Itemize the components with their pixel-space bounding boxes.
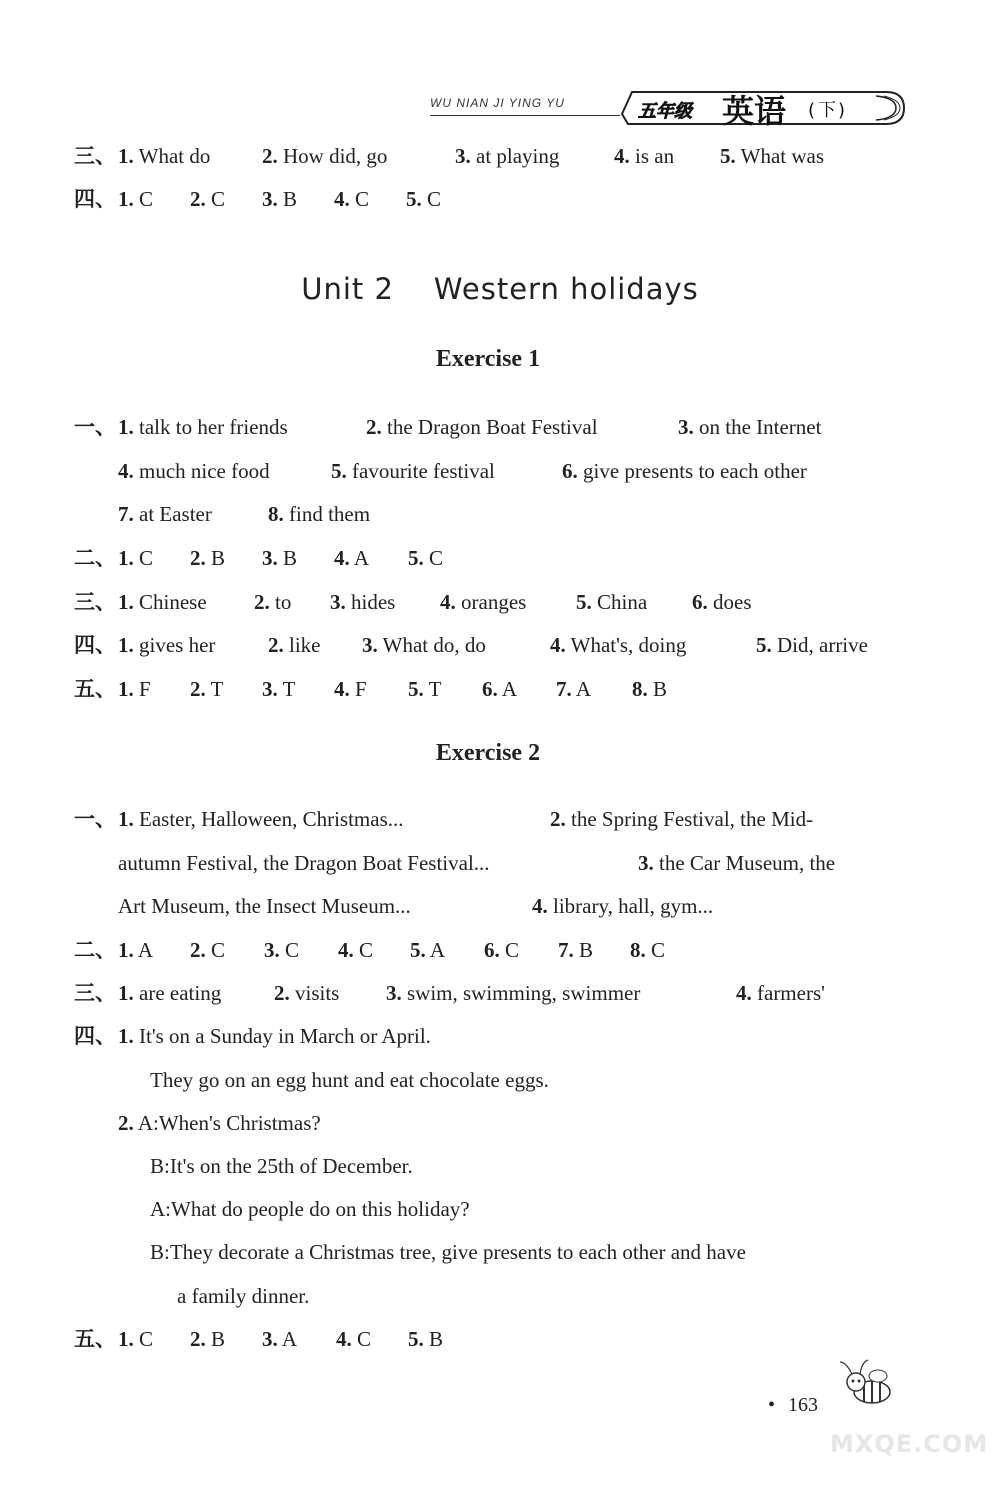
answer: talk to her friends (139, 415, 288, 439)
header-grade: 五年级 (638, 101, 692, 122)
item-num: 8. (630, 938, 646, 962)
answer: Art Museum, the Insect Museum... (118, 894, 411, 918)
item-num: 1. (118, 415, 134, 439)
answer: Chinese (139, 590, 207, 614)
item-num: 1. (118, 981, 134, 1005)
header-pinyin: WU NIAN JI YING YU (430, 96, 565, 110)
item-num: 3. (455, 144, 471, 168)
item-num: 1. (118, 1327, 134, 1351)
answer: A (353, 546, 370, 570)
item-num: 3. (262, 546, 278, 570)
item-num: 6. (692, 590, 708, 614)
answer: A:What do people do on this holiday? (150, 1197, 470, 1221)
answer: What do (138, 144, 211, 168)
item-num: 2. (274, 981, 290, 1005)
item-num: 2. (262, 144, 278, 168)
answer: is an (635, 144, 675, 168)
item-num: 5. (408, 546, 424, 570)
item-num: 1. (118, 546, 134, 570)
answer: C (505, 938, 520, 962)
answer: B (429, 1327, 444, 1351)
answer: A (575, 677, 592, 701)
answer: B:They decorate a Christmas tree, give presents to each other and have (150, 1240, 746, 1264)
item-num: 4. (532, 894, 548, 918)
answer: library, hall, gym... (553, 894, 714, 918)
section-label: 三、 (74, 980, 116, 1005)
answer: B (211, 546, 226, 570)
exercise-1-title: Exercise 1 (435, 346, 541, 372)
item-num: 6. (562, 459, 578, 483)
item-num: 4. (736, 981, 752, 1005)
item-num: 5. (408, 677, 424, 701)
answer: oranges (461, 590, 527, 614)
answer: T (282, 677, 296, 701)
section-label: 四、 (74, 632, 116, 657)
item-num: 3. (678, 415, 694, 439)
answer: C (427, 187, 442, 211)
answer: F (139, 677, 151, 701)
unit-title (0, 272, 1000, 306)
answer: B (283, 546, 298, 570)
answer: B:It's on the 25th of December. (150, 1154, 413, 1178)
answer: C (651, 938, 666, 962)
item-num: 3. (330, 590, 346, 614)
svg-text:): ) (838, 100, 846, 121)
answer: B (283, 187, 298, 211)
answer: B (579, 938, 594, 962)
header-volume: 下 (818, 100, 836, 121)
item-num: 4. (550, 633, 566, 657)
answer: C (355, 187, 370, 211)
item-num: 4. (338, 938, 354, 962)
page-dot: • (768, 1394, 776, 1416)
answer: gives her (139, 633, 216, 657)
item-num: 2. (118, 1111, 134, 1135)
item-num: 3. (264, 938, 280, 962)
answer: A (501, 677, 518, 701)
answer: They go on an egg hunt and eat chocolate eggs. (150, 1068, 549, 1092)
item-num: 5. (408, 1327, 424, 1351)
header-banner (618, 86, 908, 132)
item-num: 1. (118, 633, 134, 657)
answer: C (139, 1327, 154, 1351)
item-num: 3. (262, 677, 278, 701)
exercise-2-title: Exercise 2 (435, 740, 541, 766)
answer: How did, go (283, 144, 388, 168)
item-num: 1. (118, 1024, 134, 1048)
item-num: 5. (331, 459, 347, 483)
section-label: 一、 (74, 414, 116, 439)
item-num: 2. (190, 546, 206, 570)
item-num: 2. (190, 938, 206, 962)
item-num: 5. (576, 590, 592, 614)
answer: C (139, 187, 154, 211)
item-num: 1. (118, 590, 134, 614)
item-num: 4. (440, 590, 456, 614)
answer: What was (740, 144, 825, 168)
item-num: 6. (484, 938, 500, 962)
answer: B (211, 1327, 226, 1351)
answer: autumn Festival, the Dragon Boat Festival... (118, 851, 490, 875)
answer: the Dragon Boat Festival (387, 415, 598, 439)
section-label: 三、 (74, 143, 116, 168)
item-num: 5. (410, 938, 426, 962)
section-label: 四、 (74, 1023, 116, 1048)
item-num: 7. (558, 938, 574, 962)
item-num: 1. (118, 938, 134, 962)
item-num: 4. (334, 677, 350, 701)
unit-name: Western holidays (433, 272, 699, 306)
answer: C (357, 1327, 372, 1351)
item-num: 4. (118, 459, 134, 483)
unit-number: Unit 2 (301, 272, 394, 306)
item-num: 3. (386, 981, 402, 1005)
item-num: 2. (190, 1327, 206, 1351)
section-label: 五、 (74, 676, 116, 701)
answer: visits (295, 981, 340, 1005)
item-num: 4. (334, 187, 350, 211)
answer: F (355, 677, 367, 701)
item-num: 2. (268, 633, 284, 657)
item-num: 5. (406, 187, 422, 211)
item-num: 3. (362, 633, 378, 657)
answer: A:When's Christmas? (137, 1111, 321, 1135)
answer: A (137, 938, 154, 962)
answer: C (285, 938, 300, 962)
answer: much nice food (139, 459, 270, 483)
answer: T (210, 677, 224, 701)
answer: C (211, 187, 226, 211)
item-num: 8. (268, 502, 284, 526)
answer: C (429, 546, 444, 570)
answer: are eating (139, 981, 222, 1005)
item-num: 1. (118, 677, 134, 701)
answer: at playing (476, 144, 560, 168)
section-label: 四、 (74, 186, 116, 211)
section-label: 二、 (74, 937, 116, 962)
answer: find them (289, 502, 371, 526)
header-rule (430, 115, 620, 116)
section-label: 一、 (74, 806, 116, 831)
item-num: 3. (262, 187, 278, 211)
section-label: 五、 (74, 1326, 116, 1351)
answer: the Spring Festival, the Mid- (571, 807, 814, 831)
header-subject: 英语 (722, 92, 787, 130)
item-num: 2. (366, 415, 382, 439)
item-num: 3. (262, 1327, 278, 1351)
answer: It's on a Sunday in March or April. (139, 1024, 431, 1048)
item-num: 6. (482, 677, 498, 701)
item-num: 4. (334, 546, 350, 570)
section-label: 三、 (74, 589, 116, 614)
item-num: 5. (720, 144, 736, 168)
item-num: 1. (118, 144, 134, 168)
answer: does (713, 590, 752, 614)
answer: C (139, 546, 154, 570)
watermark: MXQE.COM (830, 1430, 989, 1458)
answer: favourite festival (352, 459, 495, 483)
answer: swim, swimming, swimmer (407, 981, 641, 1005)
answer: What's, doing (570, 633, 687, 657)
answer: C (211, 938, 226, 962)
item-num: 2. (190, 187, 206, 211)
answer: C (359, 938, 374, 962)
answer: like (289, 633, 321, 657)
answer: A (281, 1327, 298, 1351)
answer: to (275, 590, 292, 614)
answer: hides (351, 590, 396, 614)
svg-text:(: ( (808, 100, 816, 121)
answer: on the Internet (699, 415, 822, 439)
item-num: 1. (118, 187, 134, 211)
page-number: 163 (788, 1394, 818, 1416)
answer: farmers' (757, 981, 825, 1005)
section-label: 二、 (74, 545, 116, 570)
answer: Did, arrive (777, 633, 868, 657)
answer: the Car Museum, the (659, 851, 836, 875)
item-num: 1. (118, 807, 134, 831)
item-num: 2. (550, 807, 566, 831)
item-num: 7. (118, 502, 134, 526)
item-num: 2. (254, 590, 270, 614)
item-num: 7. (556, 677, 572, 701)
item-num: 2. (190, 677, 206, 701)
answer: a family dinner. (177, 1284, 310, 1308)
item-num: 8. (632, 677, 648, 701)
item-num: 5. (756, 633, 772, 657)
answer: Easter, Halloween, Christmas... (139, 807, 404, 831)
item-num: 3. (638, 851, 654, 875)
answer: What do, do (382, 633, 486, 657)
answer: A (429, 938, 446, 962)
bee-mascot-icon (832, 1352, 904, 1410)
item-num: 4. (336, 1327, 352, 1351)
answer: China (597, 590, 648, 614)
answer: T (428, 677, 442, 701)
answer: at Easter (139, 502, 212, 526)
answer: give presents to each other (583, 459, 807, 483)
answer: B (653, 677, 668, 701)
item-num: 4. (614, 144, 630, 168)
